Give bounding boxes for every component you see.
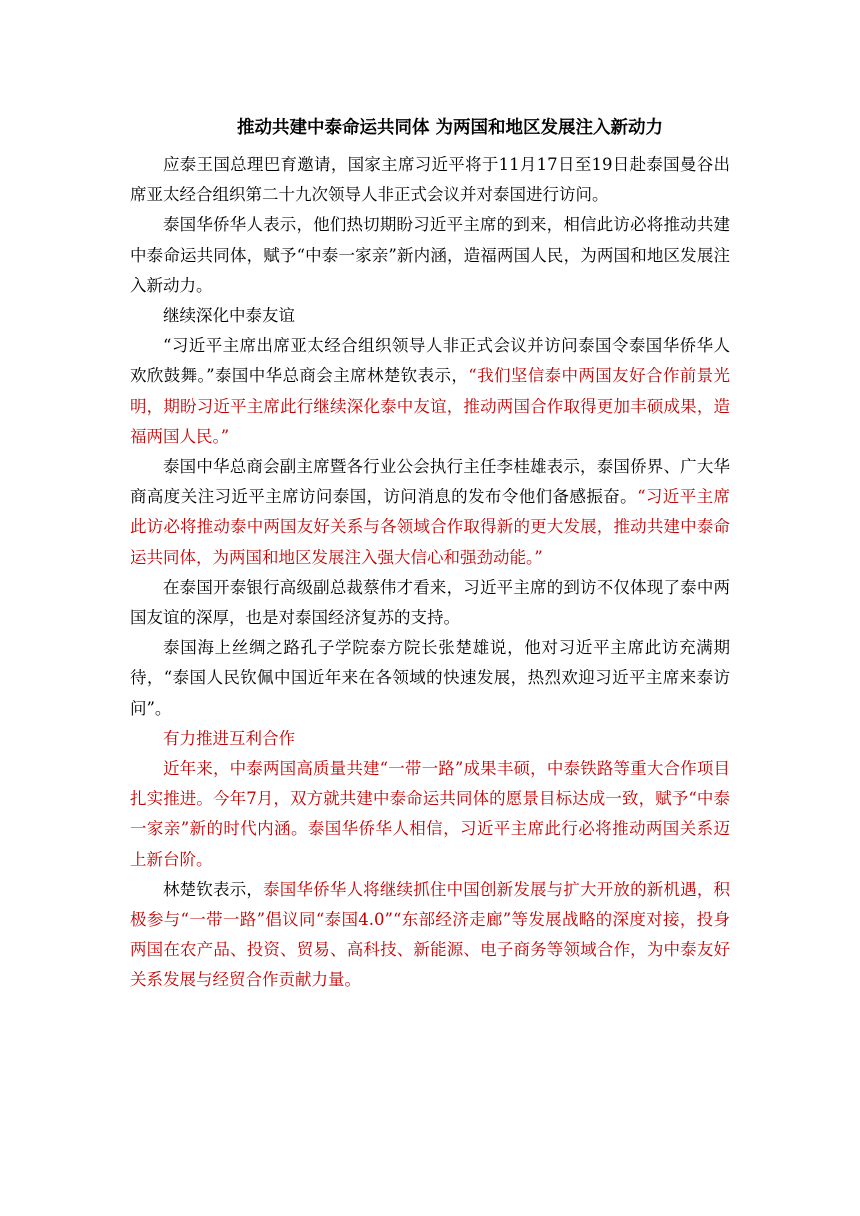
paragraph-4-quote: “习近平主席此访必将推动泰中两国友好关系与各领域合作取得新的更大发展，推动共建中泰命运共同体，为两国和地区发展注入强大信心和强劲动能。” — [130, 487, 731, 567]
article-body — [130, 150, 730, 996]
section-heading-cooperation: 有力推进互利合作 — [163, 728, 295, 748]
paragraph-3-text: “习近平主席出席亚太经合组织领导人非正式会议并访问泰国令泰国华侨华人欢欣鼓舞。”泰国中华总商会主席林楚钦表示， — [130, 336, 730, 386]
paragraph-3 — [130, 331, 730, 452]
paragraph-8 — [130, 875, 730, 996]
paragraph-5: 在泰国开泰银行高级副总裁蔡伟才看来，习近平主席的到访不仅体现了泰中两国友谊的深厚，也是对泰国经济复苏的支持。 — [130, 577, 730, 628]
paragraph-4-text: 泰国中华总商会副主席暨各行业公会执行主任李桂雄表示，泰国侨界、广大华商高度关注习近平主席访问泰国，访问消息的发布令他们备感振奋。 — [130, 457, 730, 507]
paragraph-4 — [130, 452, 730, 573]
section-heading-friendship: 继续深化中泰友谊 — [163, 306, 295, 326]
paragraph-3-quote: “我们坚信泰中两国友好合作前景光明，期盼习近平主席此行继续深化泰中友谊，推动两国合作取得更加丰硕成果，造福两国人民。” — [130, 366, 730, 446]
paragraph-6: 泰国海上丝绸之路孔子学院泰方院长张楚雄说，他对习近平主席此访充满期待，“泰国人民钦佩中国近年来在各领域的快速发展，热烈欢迎习近平主席来泰访问”。 — [130, 638, 730, 718]
paragraph-7: 近年来，中泰两国高质量共建“一带一路”成果丰硕，中泰铁路等重大合作项目扎实推进。今年7月，双方就共建中泰命运共同体的愿景目标达成一致，赋予“中泰一家亲”新的时代内涵。泰国华侨华人相信，习近平主席此行必将推动两国关系迈上新台阶。 — [130, 759, 730, 869]
article-title: 推动共建中泰命运共同体 为两国和地区发展注入新动力 — [236, 118, 664, 138]
paragraph-8-text: 林楚钦表示， — [163, 879, 264, 899]
paragraph-2: 泰国华侨华人表示，他们热切期盼习近平主席的到来，相信此访必将推动共建中泰命运共同体，赋予“中泰一家亲”新内涵，造福两国人民，为两国和地区发展注入新动力。 — [130, 215, 730, 295]
paragraph-1: 应泰王国总理巴育邀请，国家主席习近平将于11月17日至19日赴泰国曼谷出席亚太经合组织第二十九次领导人非正式会议并对泰国进行访问。 — [130, 155, 730, 205]
paragraph-8-quote: 泰国华侨华人将继续抓住中国创新发展与扩大开放的新机遇，积极参与“一带一路”倡议同“泰国4.0”“东部经济走廊”等发展战略的深度对接，投身两国在农产品、投资、贸易、高科技、新能源、电子商务等领域合作，为中泰友好关系发展与经贸合作贡献力量。 — [130, 879, 731, 990]
